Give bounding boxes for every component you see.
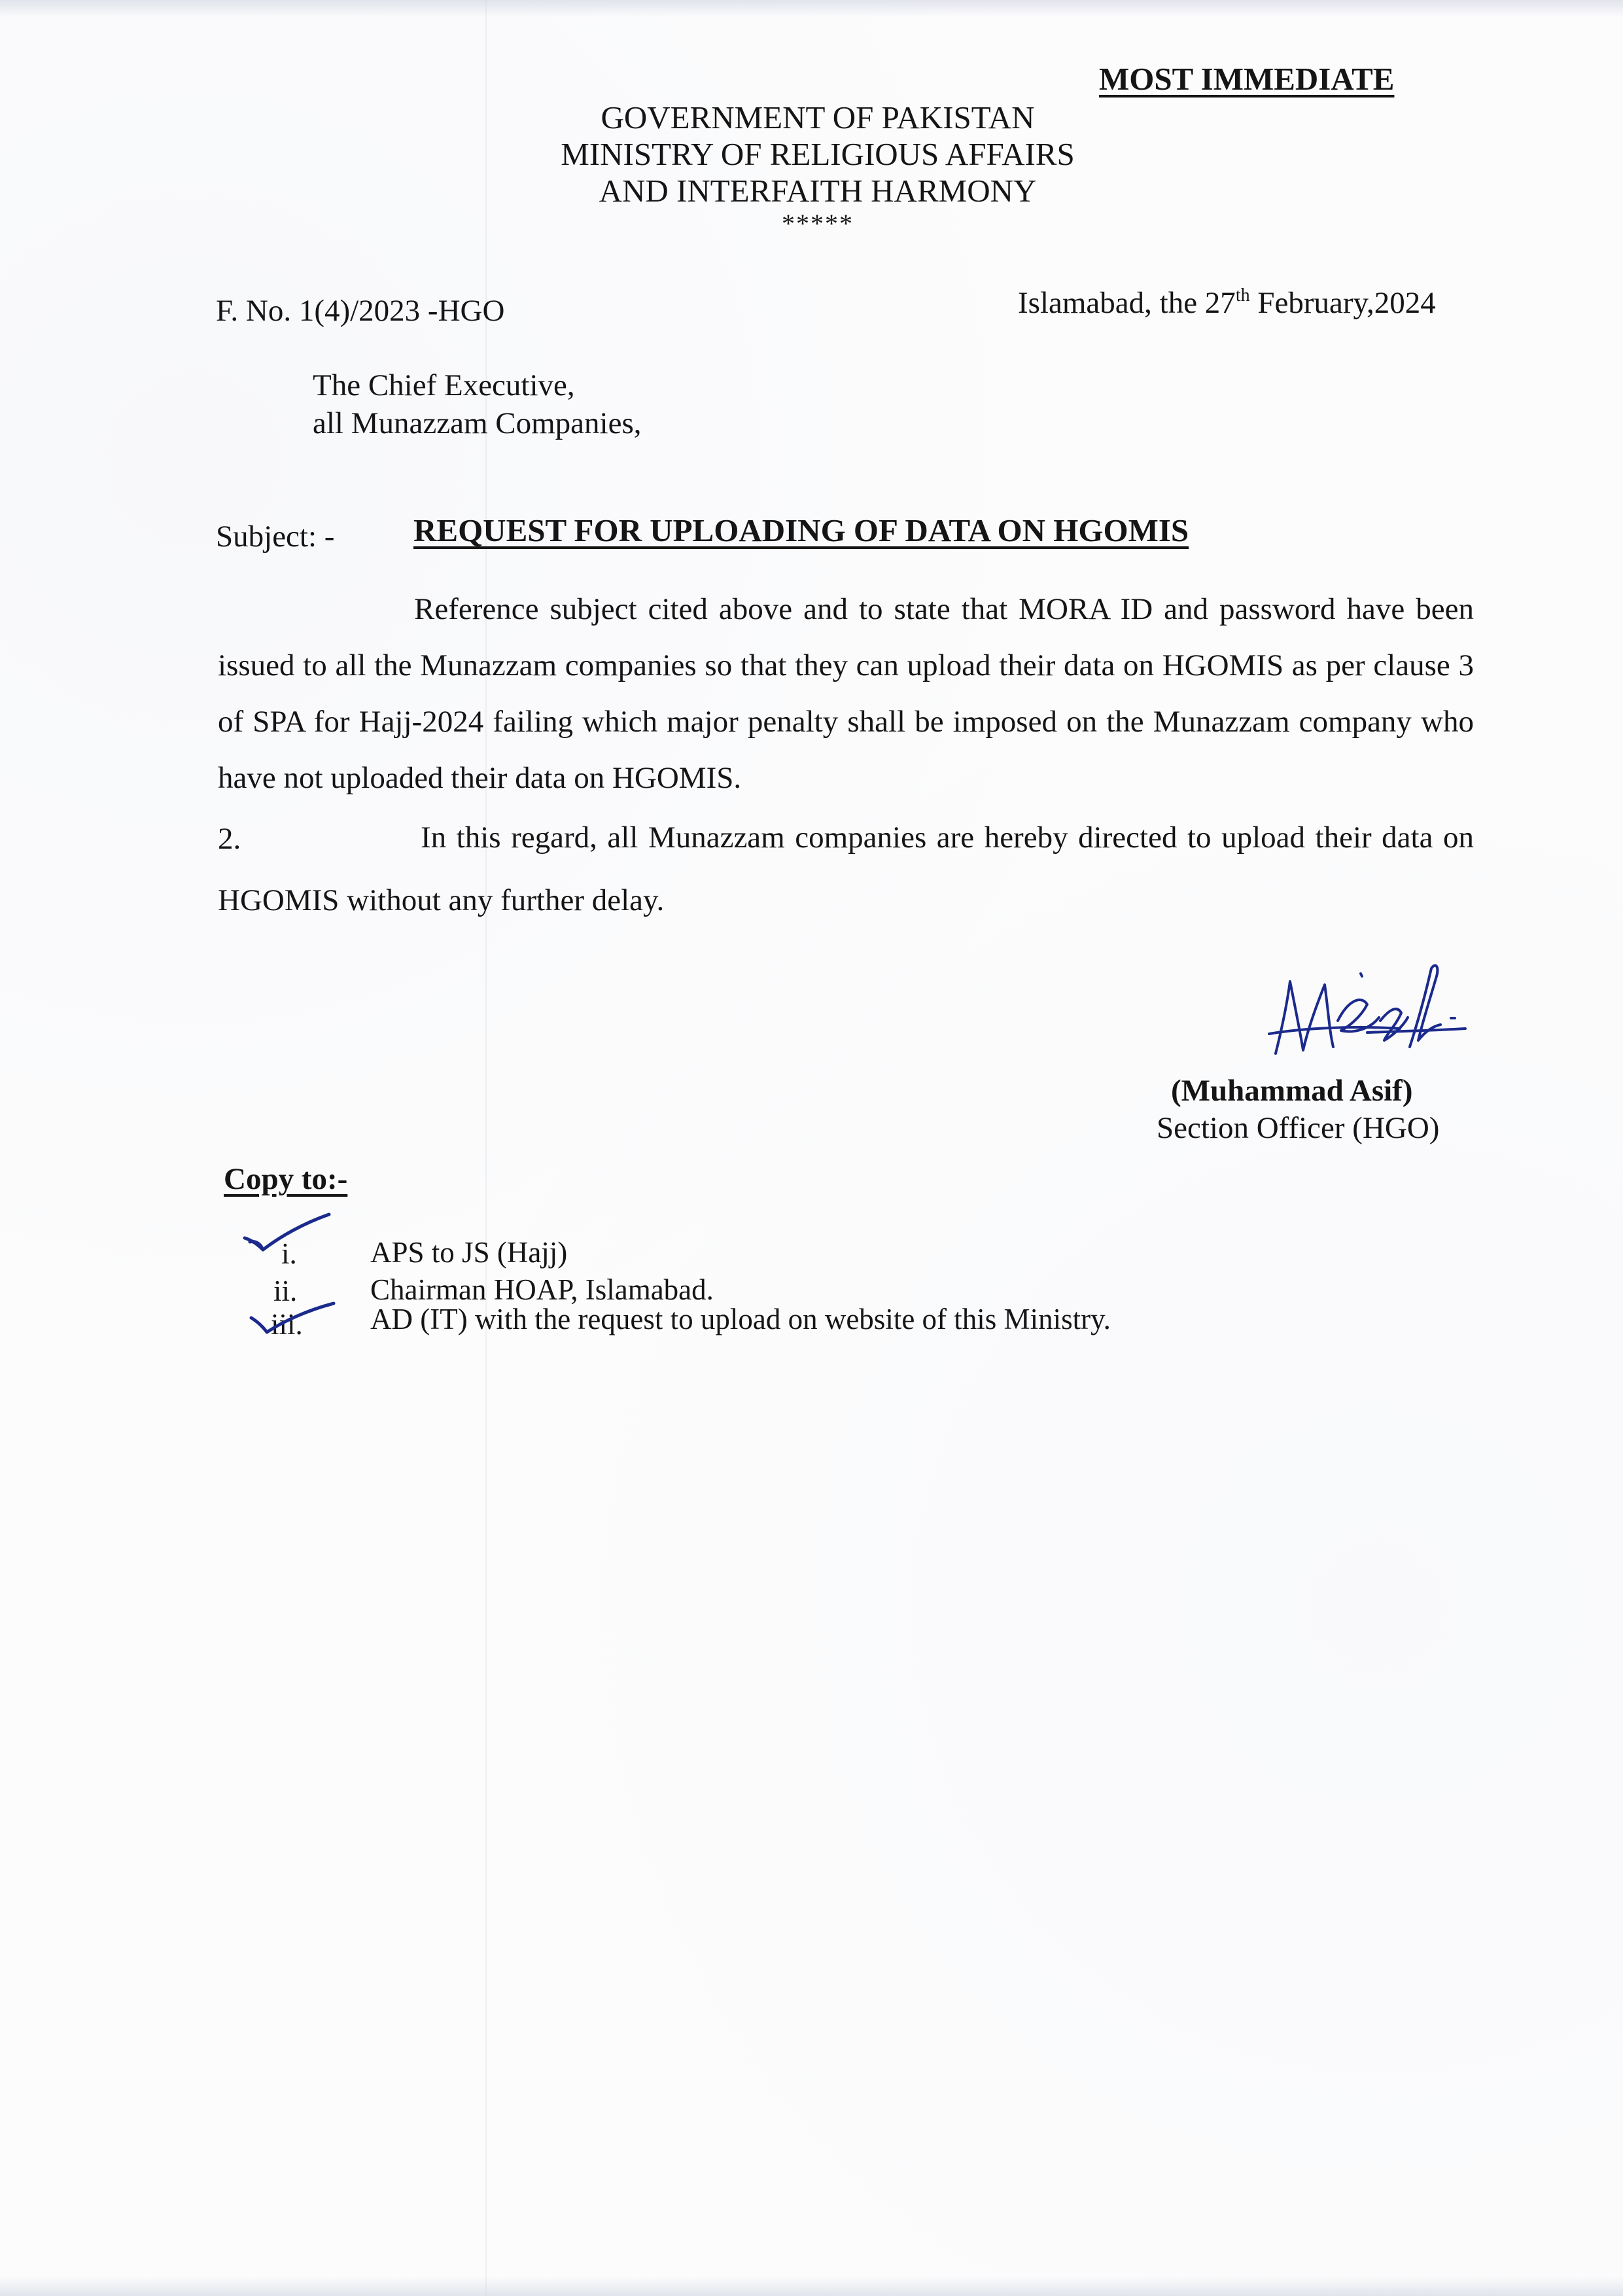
date-ordinal-suffix: th bbox=[1235, 285, 1250, 306]
copy-to-item-3-number: iii. bbox=[271, 1308, 303, 1341]
copy-to-item-1-text: APS to JS (Hajj) bbox=[370, 1236, 568, 1269]
file-number: F. No. 1(4)/2023 -HGO bbox=[216, 294, 505, 328]
paragraph-2-number: 2. bbox=[218, 822, 241, 856]
date-prefix: Islamabad, the 27 bbox=[1018, 286, 1236, 320]
date-rest: February,2024 bbox=[1249, 286, 1436, 320]
copy-to-item-1-number: i. bbox=[281, 1237, 297, 1270]
body-paragraph-1: Reference subject cited above and to state that MORA ID and password have been issued to all the Munazzam companies so that they can upload their data on HGOMIS as per clause 3 of SPA for Hajj-2024 failing which major penalty shall be imposed on the Munazzam company who have not uploaded their data on HGOMIS. bbox=[218, 592, 1474, 795]
letterhead-line-1: GOVERNMENT OF PAKISTAN bbox=[601, 99, 1035, 135]
scan-edge-bottom bbox=[0, 2276, 1623, 2296]
copy-to-label: Copy to:- bbox=[224, 1162, 348, 1196]
copy-to-item-2-number: ii. bbox=[273, 1275, 298, 1307]
letterhead-stars: ***** bbox=[782, 209, 854, 238]
scan-edge-top bbox=[0, 0, 1623, 17]
tick-mark-icon bbox=[249, 1296, 347, 1341]
date-line bbox=[1018, 285, 1436, 321]
letterhead-line-2: MINISTRY OF RELIGIOUS AFFAIRS bbox=[561, 136, 1075, 172]
subject-text: REQUEST FOR UPLOADING OF DATA ON HGOMIS bbox=[413, 512, 1189, 548]
signature-icon bbox=[1263, 955, 1472, 1067]
addressee-line-2: all Munazzam Companies, bbox=[313, 406, 642, 440]
signatory-name: (Muhammad Asif) bbox=[1171, 1074, 1413, 1108]
tick-mark-icon bbox=[241, 1210, 339, 1256]
copy-to-item-3-text: AD (IT) with the request to upload on website of this Ministry. bbox=[370, 1303, 1111, 1335]
priority-label: MOST IMMEDIATE bbox=[1099, 61, 1395, 97]
addressee-line-1: The Chief Executive, bbox=[313, 368, 575, 402]
addressee bbox=[313, 366, 642, 442]
body-paragraph-2: In this regard, all Munazzam companies are hereby directed to upload their data on HGOMIS without any further delay. bbox=[218, 821, 1474, 917]
letterhead-line-3: AND INTERFAITH HARMONY bbox=[599, 173, 1037, 209]
letterhead bbox=[491, 99, 1145, 238]
copy-to-item-2-text: Chairman HOAP, Islamabad. bbox=[370, 1273, 714, 1306]
signatory-title: Section Officer (HGO) bbox=[1157, 1111, 1440, 1145]
subject-label: Subject: - bbox=[216, 520, 335, 554]
scan-fold-line bbox=[485, 0, 487, 2296]
